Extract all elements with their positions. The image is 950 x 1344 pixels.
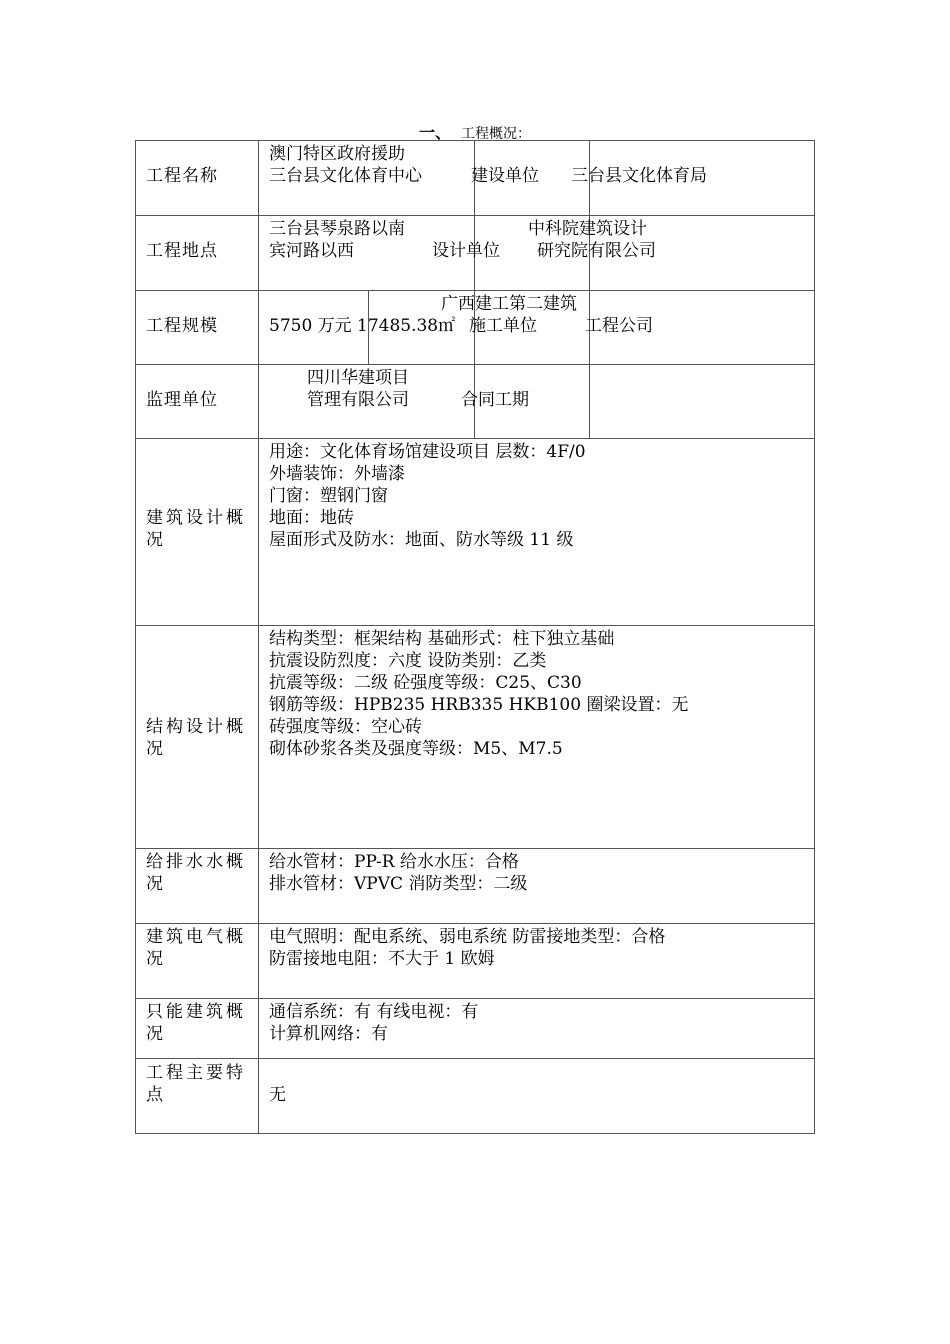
architecture-line: 门窗：塑钢门窗 xyxy=(269,486,388,506)
supervision-line1: 四川华建项目 xyxy=(307,368,409,388)
label-location: 工程地点 xyxy=(146,241,218,261)
label-contractor: 施工单位 xyxy=(469,316,537,336)
label-electric: 建筑电气概况 xyxy=(146,927,246,969)
project-cost: 5750 万元 xyxy=(269,316,352,336)
structure-line: 钢筋等级：HPB235 HRB335 HKB100 圈梁设置：无 xyxy=(269,695,689,715)
water-line: 给水管材：PP-R 给水水压：合格 xyxy=(269,852,519,872)
location-line2: 宾河路以西 xyxy=(269,241,354,261)
supervision-line2: 管理有限公司 xyxy=(307,390,409,410)
smart-line: 通信系统：有 有线电视：有 xyxy=(269,1002,479,1022)
label-contract-period: 合同工期 xyxy=(461,390,529,410)
label-client: 建设单位 xyxy=(471,166,539,186)
label-project-name: 工程名称 xyxy=(146,166,218,186)
designer-line2: 研究院有限公司 xyxy=(537,241,656,261)
location-line1: 三台县琴泉路以南 xyxy=(269,219,405,239)
electric-line: 电气照明：配电系统、弱电系统 防雷接地类型：合格 xyxy=(269,927,666,947)
project-name-line2: 三台县文化体育中心 xyxy=(269,166,422,186)
label-smart: 只能建筑概况 xyxy=(146,1002,246,1044)
label-features: 工程主要特点 xyxy=(146,1063,246,1105)
label-water: 给排水水概况 xyxy=(146,852,246,894)
architecture-line: 用途：文化体育场馆建设项目 层数：4F/0 xyxy=(269,442,586,462)
architecture-line: 外墙装饰：外墙漆 xyxy=(269,464,405,484)
features-value: 无 xyxy=(269,1085,286,1105)
structure-line: 结构类型：框架结构 基础形式：柱下独立基础 xyxy=(269,629,615,649)
water-line: 排水管材：VPVC 消防类型：二级 xyxy=(269,874,528,894)
label-designer: 设计单位 xyxy=(432,241,500,261)
project-name-line1: 澳门特区政府援助 xyxy=(269,144,405,164)
electric-line: 防雷接地电阻：不大于 1 欧姆 xyxy=(269,949,495,969)
contractor-line2: 工程公司 xyxy=(585,316,653,336)
label-supervision: 监理单位 xyxy=(146,390,218,410)
section-number: 一、 xyxy=(418,123,451,142)
structure-line: 抗震等级：二级 砼强度等级：C25、C30 xyxy=(269,673,582,693)
architecture-line: 地面：地砖 xyxy=(269,508,354,528)
section-title: 工程概况： xyxy=(461,126,531,142)
structure-line: 砌体砂浆各类及强度等级：M5、M7.5 xyxy=(269,739,563,759)
client-value: 三台县文化体育局 xyxy=(571,166,707,186)
label-architecture: 建筑设计概况 xyxy=(146,508,246,550)
structure-line: 抗震设防烈度：六度 设防类别：乙类 xyxy=(269,651,547,671)
contractor-line1: 广西建工第二建筑 xyxy=(441,294,577,314)
designer-line1: 中科院建筑设计 xyxy=(528,219,647,239)
structure-line: 砖强度等级：空心砖 xyxy=(269,717,422,737)
label-structure: 结构设计概况 xyxy=(146,717,246,759)
architecture-line: 屋面形式及防水：地面、防水等级 11 级 xyxy=(269,530,574,550)
smart-line: 计算机网络：有 xyxy=(269,1024,388,1044)
label-scale: 工程规模 xyxy=(146,316,218,336)
project-area: 17485.38㎡ xyxy=(357,316,456,336)
project-overview-table xyxy=(135,140,815,1134)
